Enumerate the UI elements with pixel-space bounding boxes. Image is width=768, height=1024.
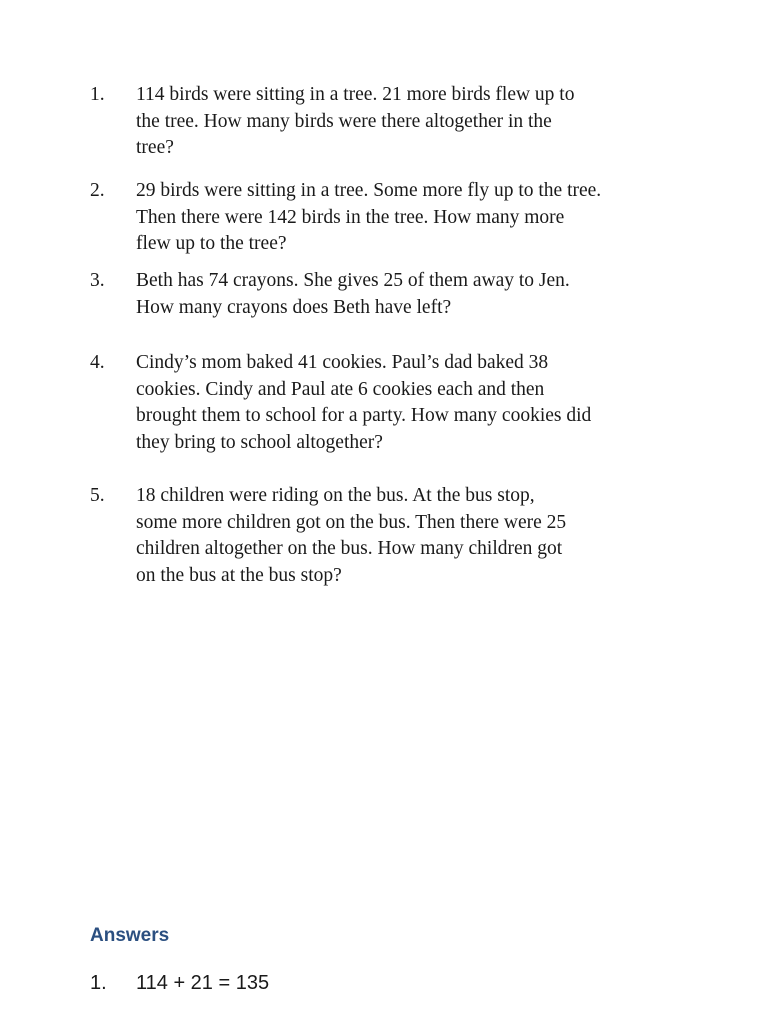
problem-number: 5. [90, 485, 105, 506]
answers-heading: Answers [90, 925, 170, 946]
problem-number: 4. [90, 352, 105, 373]
problem-text [136, 178, 601, 258]
problem-text [136, 350, 591, 456]
problem-line: Beth has 74 crayons. She gives 25 of them away to Jen. [136, 270, 570, 291]
problem-number: 3. [90, 270, 105, 291]
problem-line: 18 children were riding on the bus. At the bus stop, [136, 485, 535, 506]
problem-number: 2. [90, 180, 105, 201]
problem-line: tree? [136, 137, 174, 158]
problem-line: cookies. Cindy and Paul ate 6 cookies each and then [136, 378, 545, 400]
problem-line: some more children got on the bus. Then there were 25 [136, 511, 567, 533]
problem-line: Cindy’s mom baked 41 cookies. Paul’s dad baked 38 [136, 352, 549, 373]
problem-line: flew up to the tree? [136, 233, 287, 254]
problem-number: 1. [90, 84, 105, 105]
answer-text: 114 + 21 = 135 [136, 972, 270, 994]
problem-line: How many crayons does Beth have left? [136, 296, 452, 318]
problem-line: brought them to school for a party. How many cookies did [136, 405, 592, 426]
problem-text [136, 82, 574, 162]
problem-line: 114 birds were sitting in a tree. 21 more birds flew up to [136, 84, 575, 105]
problem-text [136, 268, 570, 321]
problem-line: they bring to school altogether? [136, 431, 383, 453]
problem-line: on the bus at the bus stop? [136, 564, 342, 586]
problem-line: Then there were 142 birds in the tree. How many more [136, 206, 565, 228]
problem-text [136, 483, 566, 589]
answer-number: 1. [90, 972, 107, 994]
problem-line: the tree. How many birds were there altogether in the [136, 110, 552, 132]
problem-line: 29 birds were sitting in a tree. Some more fly up to the tree. [136, 180, 602, 201]
problem-line: children altogether on the bus. How many children got [136, 538, 563, 559]
